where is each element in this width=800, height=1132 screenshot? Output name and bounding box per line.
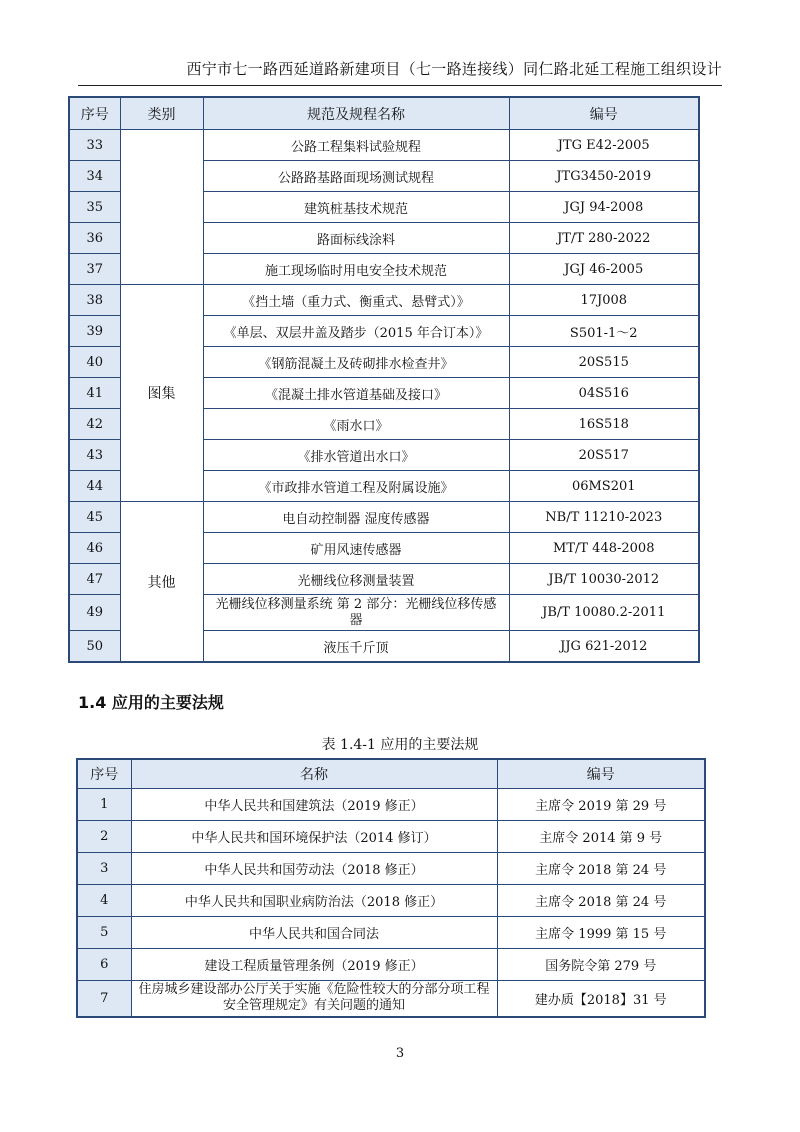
- category-cell: 其他: [120, 502, 203, 663]
- table-header-row: [69, 97, 699, 130]
- row-name: 《钢筋混凝土及砖砌排水检查井》: [203, 347, 509, 378]
- header-name: 名称: [131, 759, 497, 789]
- row-code: 16S518: [509, 409, 699, 440]
- row-code: 建办质【2018】31 号: [497, 981, 705, 1017]
- row-code: JB/T 10080.2-2011: [509, 595, 699, 631]
- row-seq: 3: [77, 853, 131, 885]
- row-code: 主席令 2018 第 24 号: [497, 885, 705, 917]
- table-row: [77, 853, 705, 885]
- row-code: MT/T 448-2008: [509, 533, 699, 564]
- row-seq: 6: [77, 949, 131, 981]
- row-name: 公路路基路面现场测试规程: [203, 161, 509, 192]
- row-seq: 46: [69, 533, 120, 564]
- row-seq: 39: [69, 316, 120, 347]
- row-code: JB/T 10030-2012: [509, 564, 699, 595]
- row-code: 04S516: [509, 378, 699, 409]
- header-seq: 序号: [69, 97, 120, 130]
- header-name: 规范及规程名称: [203, 97, 509, 130]
- header-code: 编号: [497, 759, 705, 789]
- row-code: JGJ 94-2008: [509, 192, 699, 223]
- row-seq: 36: [69, 223, 120, 254]
- running-header: 西宁市七一路西延道路新建项目（七一路连接线）同仁路北延工程施工组织设计: [78, 58, 722, 86]
- header-category: 类别: [120, 97, 203, 130]
- table-row: [69, 502, 699, 533]
- row-code: 主席令 1999 第 15 号: [497, 917, 705, 949]
- row-seq: 50: [69, 631, 120, 663]
- row-code: JTG3450-2019: [509, 161, 699, 192]
- row-code: JT/T 280-2022: [509, 223, 699, 254]
- row-code: 20S517: [509, 440, 699, 471]
- table-caption: 表 1.4-1 应用的主要法规: [321, 737, 479, 753]
- row-name: 《市政排水管道工程及附属设施》: [203, 471, 509, 502]
- row-name: 《混凝土排水管道基础及接口》: [203, 378, 509, 409]
- row-seq: 45: [69, 502, 120, 533]
- row-code: 主席令 2018 第 24 号: [497, 853, 705, 885]
- row-name: 住房城乡建设部办公厅关于实施《危险性较大的分部分项工程安全管理规定》有关问题的通知: [131, 981, 497, 1017]
- header-code: 编号: [509, 97, 699, 130]
- row-seq: 44: [69, 471, 120, 502]
- row-code: JGJ 46-2005: [509, 254, 699, 285]
- header-seq: 序号: [77, 759, 131, 789]
- row-name: 中华人民共和国建筑法（2019 修正）: [131, 789, 497, 821]
- table-row: [69, 285, 699, 316]
- table-header-row: [77, 759, 705, 789]
- row-name: 《挡土墙（重力式、衡重式、悬臂式）》: [203, 285, 509, 316]
- row-seq: 47: [69, 564, 120, 595]
- row-code: JTG E42-2005: [509, 130, 699, 161]
- row-seq: 7: [77, 981, 131, 1017]
- row-name: 中华人民共和国合同法: [131, 917, 497, 949]
- row-seq: 41: [69, 378, 120, 409]
- row-name: 公路工程集料试验规程: [203, 130, 509, 161]
- row-seq: 35: [69, 192, 120, 223]
- row-name: 路面标线涂料: [203, 223, 509, 254]
- row-name: 光栅线位移测量装置: [203, 564, 509, 595]
- row-name: 中华人民共和国劳动法（2018 修正）: [131, 853, 497, 885]
- row-code: 06MS201: [509, 471, 699, 502]
- row-name: 中华人民共和国职业病防治法（2018 修正）: [131, 885, 497, 917]
- row-name: 《排水管道出水口》: [203, 440, 509, 471]
- table-row: [77, 917, 705, 949]
- row-seq: 38: [69, 285, 120, 316]
- row-seq: 5: [77, 917, 131, 949]
- row-code: S501-1～2: [509, 316, 699, 347]
- row-name: 电自动控制器 湿度传感器: [203, 502, 509, 533]
- table-row: [77, 821, 705, 853]
- table-row: [77, 789, 705, 821]
- table-row: [77, 981, 705, 1017]
- row-seq: 40: [69, 347, 120, 378]
- category-cell: [120, 130, 203, 285]
- row-name: 建筑桩基技术规范: [203, 192, 509, 223]
- row-seq: 42: [69, 409, 120, 440]
- table-row: [77, 885, 705, 917]
- row-name: 《单层、双层井盖及踏步（2015 年合订本）》: [203, 316, 509, 347]
- row-code: 17J008: [509, 285, 699, 316]
- section-heading: 1.4 应用的主要法规: [78, 693, 224, 712]
- row-seq: 4: [77, 885, 131, 917]
- regulations-table: [76, 758, 706, 1018]
- row-name: 中华人民共和国环境保护法（2014 修订）: [131, 821, 497, 853]
- row-seq: 2: [77, 821, 131, 853]
- row-name: 《雨水口》: [203, 409, 509, 440]
- row-seq: 33: [69, 130, 120, 161]
- row-code: 主席令 2014 第 9 号: [497, 821, 705, 853]
- row-seq: 37: [69, 254, 120, 285]
- row-seq: 43: [69, 440, 120, 471]
- row-name: 建设工程质量管理条例（2019 修正）: [131, 949, 497, 981]
- table-row: [69, 130, 699, 161]
- row-seq: 1: [77, 789, 131, 821]
- page-number: 3: [395, 1046, 405, 1061]
- row-seq: 49: [69, 595, 120, 631]
- row-name: 矿用风速传感器: [203, 533, 509, 564]
- category-cell: 图集: [120, 285, 203, 502]
- row-name: 施工现场临时用电安全技术规范: [203, 254, 509, 285]
- row-code: 主席令 2019 第 29 号: [497, 789, 705, 821]
- row-code: 国务院令第 279 号: [497, 949, 705, 981]
- row-code: NB/T 11210-2023: [509, 502, 699, 533]
- table-row: [77, 949, 705, 981]
- row-name: 液压千斤顶: [203, 631, 509, 663]
- row-code: 20S515: [509, 347, 699, 378]
- row-code: JJG 621-2012: [509, 631, 699, 663]
- row-name: 光栅线位移测量系统 第 2 部分：光栅线位移传感器: [203, 595, 509, 631]
- standards-table: [68, 96, 700, 663]
- row-seq: 34: [69, 161, 120, 192]
